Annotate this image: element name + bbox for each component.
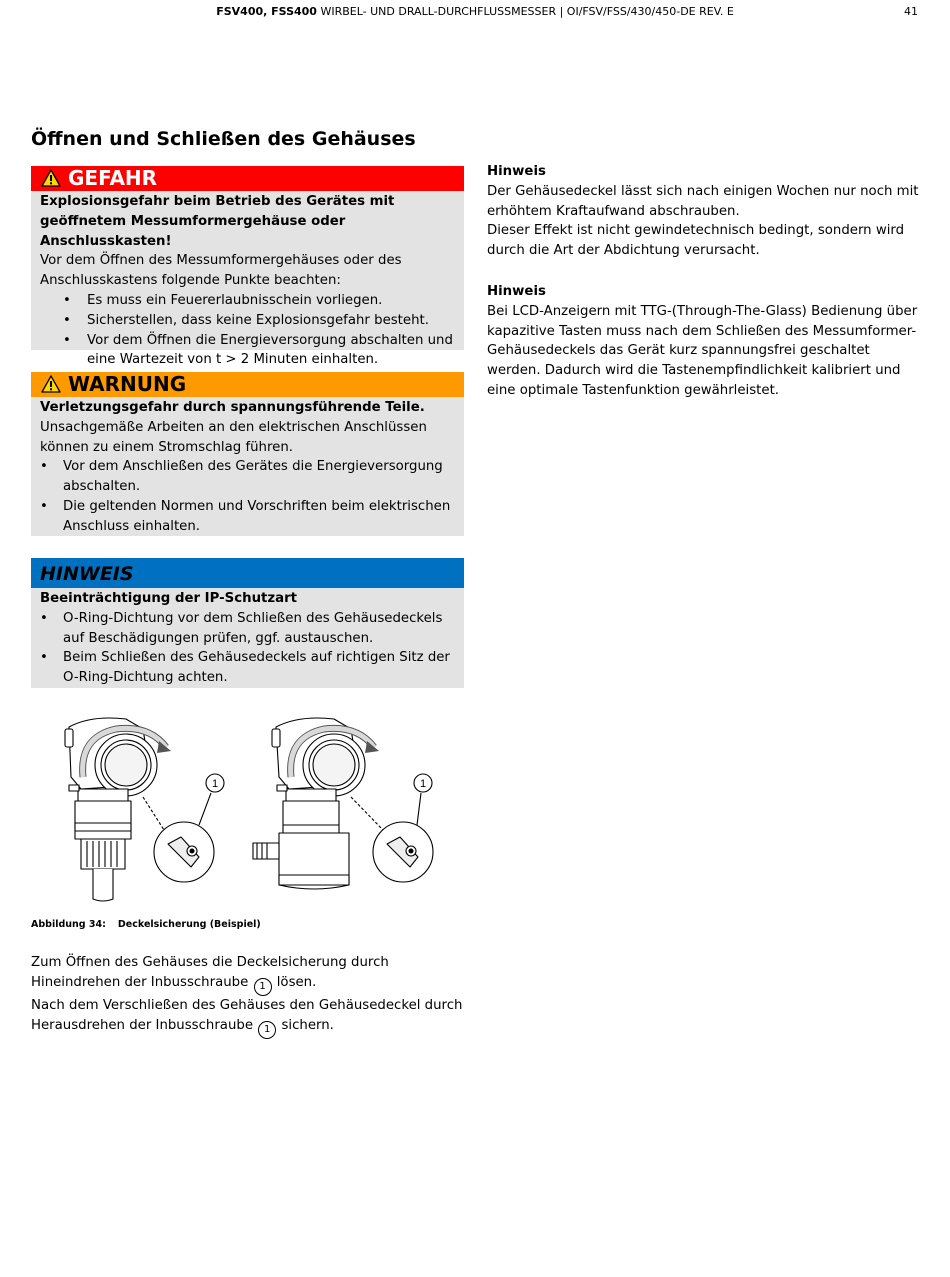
list-item-text: Sicherstellen, dass keine Explosionsgefahr besteht. (87, 312, 429, 328)
instruction-line: Nach dem Verschließen des Gehäuses den Gehäusedeckel durch (31, 998, 463, 1013)
page-number: 41 (904, 5, 918, 18)
note-text: Bei LCD-Anzeigern mit TTG-(Through-The-Glass) Bedienung über kapazitive Tasten muss nach dem Schließen des Messumformer-Gehäusedeckels das Gerät kurz spannungsfrei geschaltet werden. Dadurch wird die Tastenempfindlichkeit kalibriert und eine optimale Tastenfunktion gewährleistet. (487, 303, 918, 398)
warning-triangle-icon (41, 169, 61, 187)
warning-header (31, 372, 464, 397)
warning-body (31, 397, 464, 537)
bullet: • (40, 498, 48, 514)
note-label: Hinweis (487, 284, 546, 299)
instructions-text (31, 953, 471, 1039)
header-doc-title: WIRBEL- UND DRALL-DURCHFLUSSMESSER | OI/FSV/FSS/430/450-DE REV. E (316, 5, 734, 18)
header-products: FSV400, FSS400 (216, 5, 317, 18)
list-item-text: Vor dem Öffnen die Energieversorgung abschalten und eine Wartezeit von t > 2 Minuten einhalten. (87, 332, 453, 368)
bullet: • (63, 312, 71, 328)
danger-bold-text: Explosionsgefahr beim Betrieb des Gerätes mit geöffnetem Messumformergehäuse oder Anschlusskasten! (40, 194, 395, 249)
warning-list (40, 457, 455, 536)
bullet: • (40, 650, 48, 666)
list-item-text: Es muss ein Feuererlaubnisschein vorliegen. (87, 292, 383, 308)
instruction-text: Hineindrehen der Inbusschraube (31, 975, 249, 990)
list-item-text: O-Ring-Dichtung vor dem Schließen des Gehäusedeckels auf Beschädigungen prüfen, ggf. austauschen. (63, 610, 443, 646)
device-right (253, 718, 433, 889)
notice-box (31, 558, 464, 688)
instruction-text: lösen. (272, 975, 317, 990)
list-item (40, 291, 455, 311)
warning-box (31, 372, 464, 536)
device-illustration (31, 707, 464, 907)
list-item (40, 497, 455, 537)
note-label: Hinweis (487, 164, 546, 179)
list-item (40, 609, 455, 649)
warning-bold-text: Verletzungsgefahr durch spannungsführende Teile. (40, 400, 425, 415)
caption-text: Deckelsicherung (Beispiel) (117, 919, 261, 930)
page-header (0, 5, 950, 21)
bullet: • (63, 292, 71, 308)
instruction-line: Zum Öffnen des Gehäuses die Deckelsicherung durch (31, 955, 389, 970)
figure-cover-lock (31, 707, 464, 907)
list-item (40, 648, 455, 688)
danger-box (31, 166, 464, 368)
device-left (65, 718, 224, 901)
danger-list (40, 291, 455, 370)
bullet: • (40, 610, 48, 626)
section-title: Öffnen und Schließen des Gehäuses (31, 128, 416, 150)
warning-triangle-icon (41, 375, 61, 393)
note-cover-torque (487, 162, 919, 261)
callout-left: 1 (211, 778, 219, 790)
list-item (40, 331, 455, 371)
bullet: • (40, 459, 48, 475)
callout-number: 1 (258, 1021, 276, 1039)
warning-heading: WARNUNG (68, 372, 187, 396)
figure-caption (31, 918, 261, 932)
instruction-text: sichern. (277, 1018, 334, 1033)
header-title (0, 5, 950, 19)
list-item (40, 457, 455, 497)
instruction-line (31, 973, 471, 996)
list-item (40, 311, 455, 331)
danger-heading: GEFAHR (68, 166, 158, 190)
notice-list (40, 609, 455, 688)
notice-header (31, 558, 464, 588)
danger-body (31, 191, 464, 370)
instruction-text: Herausdrehen der Inbusschraube (31, 1018, 253, 1033)
callout-right: 1 (419, 778, 427, 790)
instruction-line (31, 1016, 471, 1039)
notice-body (31, 588, 464, 688)
callout-number: 1 (254, 978, 272, 996)
notice-bold-text: Beeinträchtigung der IP-Schutzart (40, 591, 298, 606)
list-item-text: Beim Schließen des Gehäusedeckels auf richtigen Sitz der O-Ring-Dichtung achten. (63, 650, 450, 686)
note-text: Der Gehäusedeckel lässt sich nach einigen Wochen nur noch mit erhöhtem Kraftaufwand abschrauben. (487, 183, 919, 219)
note-text: Dieser Effekt ist nicht gewindetechnisch bedingt, sondern wird durch die Art der Abdichtung verursacht. (487, 223, 905, 259)
warning-text: Unsachgemäße Arbeiten an den elektrischen Anschlüssen können zu einem Stromschlag führen. (40, 419, 427, 455)
caption-label: Abbildung 34: (31, 919, 106, 930)
danger-header (31, 166, 464, 191)
bullet: • (63, 332, 71, 348)
danger-text: Vor dem Öffnen des Messumformergehäuses oder des Anschlusskastens folgende Punkte beachten: (40, 253, 402, 289)
note-lcd-ttg (487, 282, 919, 401)
list-item-text: Vor dem Anschließen des Gerätes die Energieversorgung abschalten. (63, 459, 443, 495)
notice-heading: HINWEIS (40, 563, 134, 585)
list-item-text: Die geltenden Normen und Vorschriften beim elektrischen Anschluss einhalten. (63, 498, 451, 534)
